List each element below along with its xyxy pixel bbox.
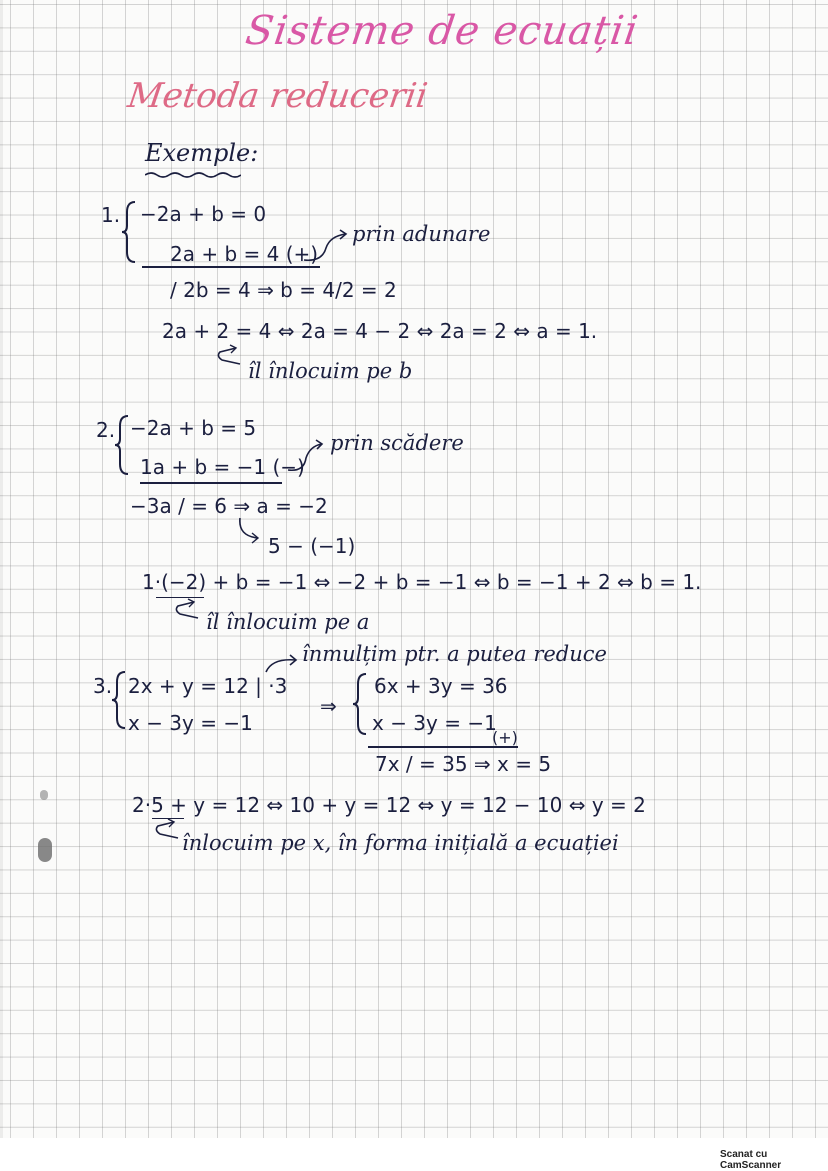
example2-eq1: −2a + b = 5: [130, 416, 257, 440]
punch-hole-mark: [40, 790, 48, 800]
example2-note: îl înlocuim pe a: [206, 610, 370, 634]
example2-diff-rule: [140, 482, 282, 484]
example3-note: înlocuim pe x, în forma inițială a ecuației: [182, 831, 619, 855]
page-title: Sisteme de ecuații: [242, 8, 642, 54]
example3-curved-arrow: [262, 652, 302, 674]
example3-brace-right: [352, 672, 368, 736]
example2-aside: 5 − (−1): [268, 534, 356, 558]
example3-method: înmulțim ptr. a putea reduce: [302, 642, 607, 666]
example3-note-arrow: [152, 818, 182, 842]
example2-substitution: 1·(−2) + b = −1 ⇔ −2 + b = −1 ⇔ b = −1 + 2 ⇔ b = 1.: [142, 570, 702, 594]
example1-sum-rule: [142, 266, 320, 268]
example3-brace: [111, 670, 127, 730]
example2-method: prin scădere: [330, 431, 464, 455]
paper-edge: [0, 0, 3, 1138]
example1-brace: [121, 200, 137, 264]
example1-curved-arrow: [300, 228, 350, 264]
scanner-watermark: Scanat cu CamScanner: [720, 1149, 782, 1171]
example2-number: 2.: [96, 418, 116, 442]
example3-new-eq1: 6x + 3y = 36: [374, 674, 508, 698]
example2-curved-arrow: [286, 440, 326, 474]
example1-eq2: 2a + b = 4 (+): [170, 242, 319, 266]
example3-implies: ⇒: [320, 694, 337, 718]
example3-number: 3.: [93, 674, 113, 698]
example1-note: îl înlocuim pe b: [248, 359, 413, 383]
example1-note-arrow: [214, 344, 244, 368]
examples-label: Exemple:: [145, 139, 259, 167]
example3-substitution: 2·5 + y = 12 ⇔ 10 + y = 12 ⇔ y = 12 − 10 ⇔ y = 2: [132, 793, 646, 817]
example3-op: (+): [492, 728, 518, 747]
example2-brace: [114, 414, 130, 476]
example3-sum-rule: [368, 746, 518, 748]
example3-result: 7x / = 35 ⇒ x = 5: [375, 752, 552, 776]
example1-method: prin adunare: [352, 222, 491, 246]
example3-new-eq2: x − 3y = −1: [372, 711, 497, 735]
punch-hole: [38, 838, 52, 862]
example1-substitution: 2a + 2 = 4 ⇔ 2a = 4 − 2 ⇔ 2a = 2 ⇔ a = 1.: [162, 319, 598, 343]
example1-result: / 2b = 4 ⇒ b = 4/2 = 2: [170, 278, 397, 302]
example2-note-arrow: [172, 598, 202, 622]
example2-eq2: 1a + b = −1 (−): [140, 455, 305, 479]
example2-aside-arrow: [234, 516, 264, 546]
page-subtitle: Metoda reducerii: [125, 76, 430, 116]
example1-eq1: −2a + b = 0: [140, 202, 267, 226]
wavy-underline: [145, 171, 241, 179]
example3-eq2: x − 3y = −1: [128, 711, 253, 735]
scan-margin: [0, 1138, 828, 1171]
example1-number: 1.: [101, 203, 121, 227]
example2-result: −3a / = 6 ⇒ a = −2: [130, 494, 328, 518]
example3-eq1: 2x + y = 12 | ·3: [128, 674, 288, 698]
